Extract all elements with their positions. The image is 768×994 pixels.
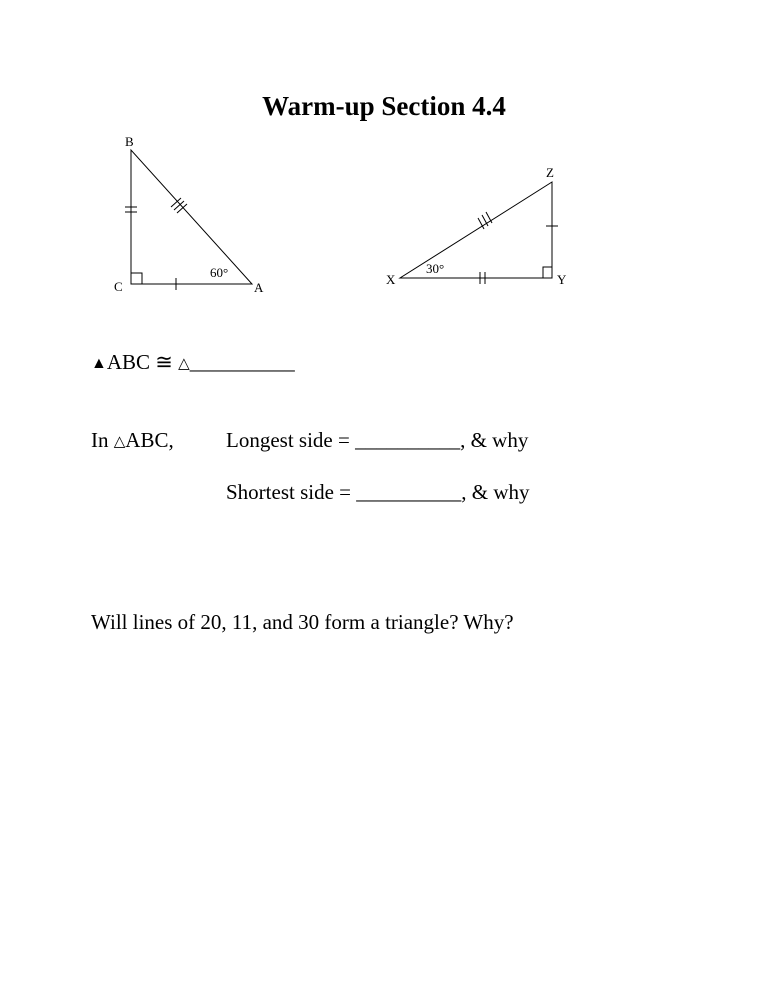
congruence-left: ABC: [106, 350, 151, 374]
triangle-abc-outline: [131, 150, 252, 284]
triangle-symbol-icon: △: [113, 434, 126, 450]
vertex-label-b: B: [125, 134, 134, 149]
angle-label-a: 60°: [210, 265, 229, 280]
triangle-inequality-question: Will lines of 20, 11, and 30 form a triangle? Why?: [91, 610, 514, 634]
congruence-statement: [91, 349, 295, 377]
congruent-symbol: ≅: [155, 350, 173, 374]
triangle-symbol-icon: △: [178, 356, 190, 372]
triangle-symbol-icon: ▲: [91, 355, 107, 372]
vertex-label-y: Y: [557, 272, 567, 287]
right-angle-mark-y: [543, 267, 552, 278]
triangle-figures: [0, 0, 768, 320]
right-angle-mark-c: [131, 273, 142, 284]
triangle-xyz-outline: [400, 182, 552, 278]
angle-label-x: 30°: [426, 261, 445, 276]
longest-side-question: Longest side = __________, & why: [226, 428, 529, 452]
triangle-abc: [125, 150, 252, 290]
vertex-label-a: A: [254, 280, 264, 295]
vertex-label-x: X: [386, 272, 396, 287]
congruence-blank: __________: [189, 350, 295, 374]
in-prefix: In: [91, 428, 109, 452]
triangle-xyz: [400, 182, 558, 284]
vertex-label-c: C: [114, 279, 123, 294]
shortest-side-question: Shortest side = __________, & why: [226, 480, 530, 504]
in-triangle-name: ABC,: [125, 428, 174, 452]
vertex-label-z: Z: [546, 165, 554, 180]
in-abc-label: [91, 427, 174, 455]
page-title: Warm-up Section 4.4: [262, 91, 506, 121]
